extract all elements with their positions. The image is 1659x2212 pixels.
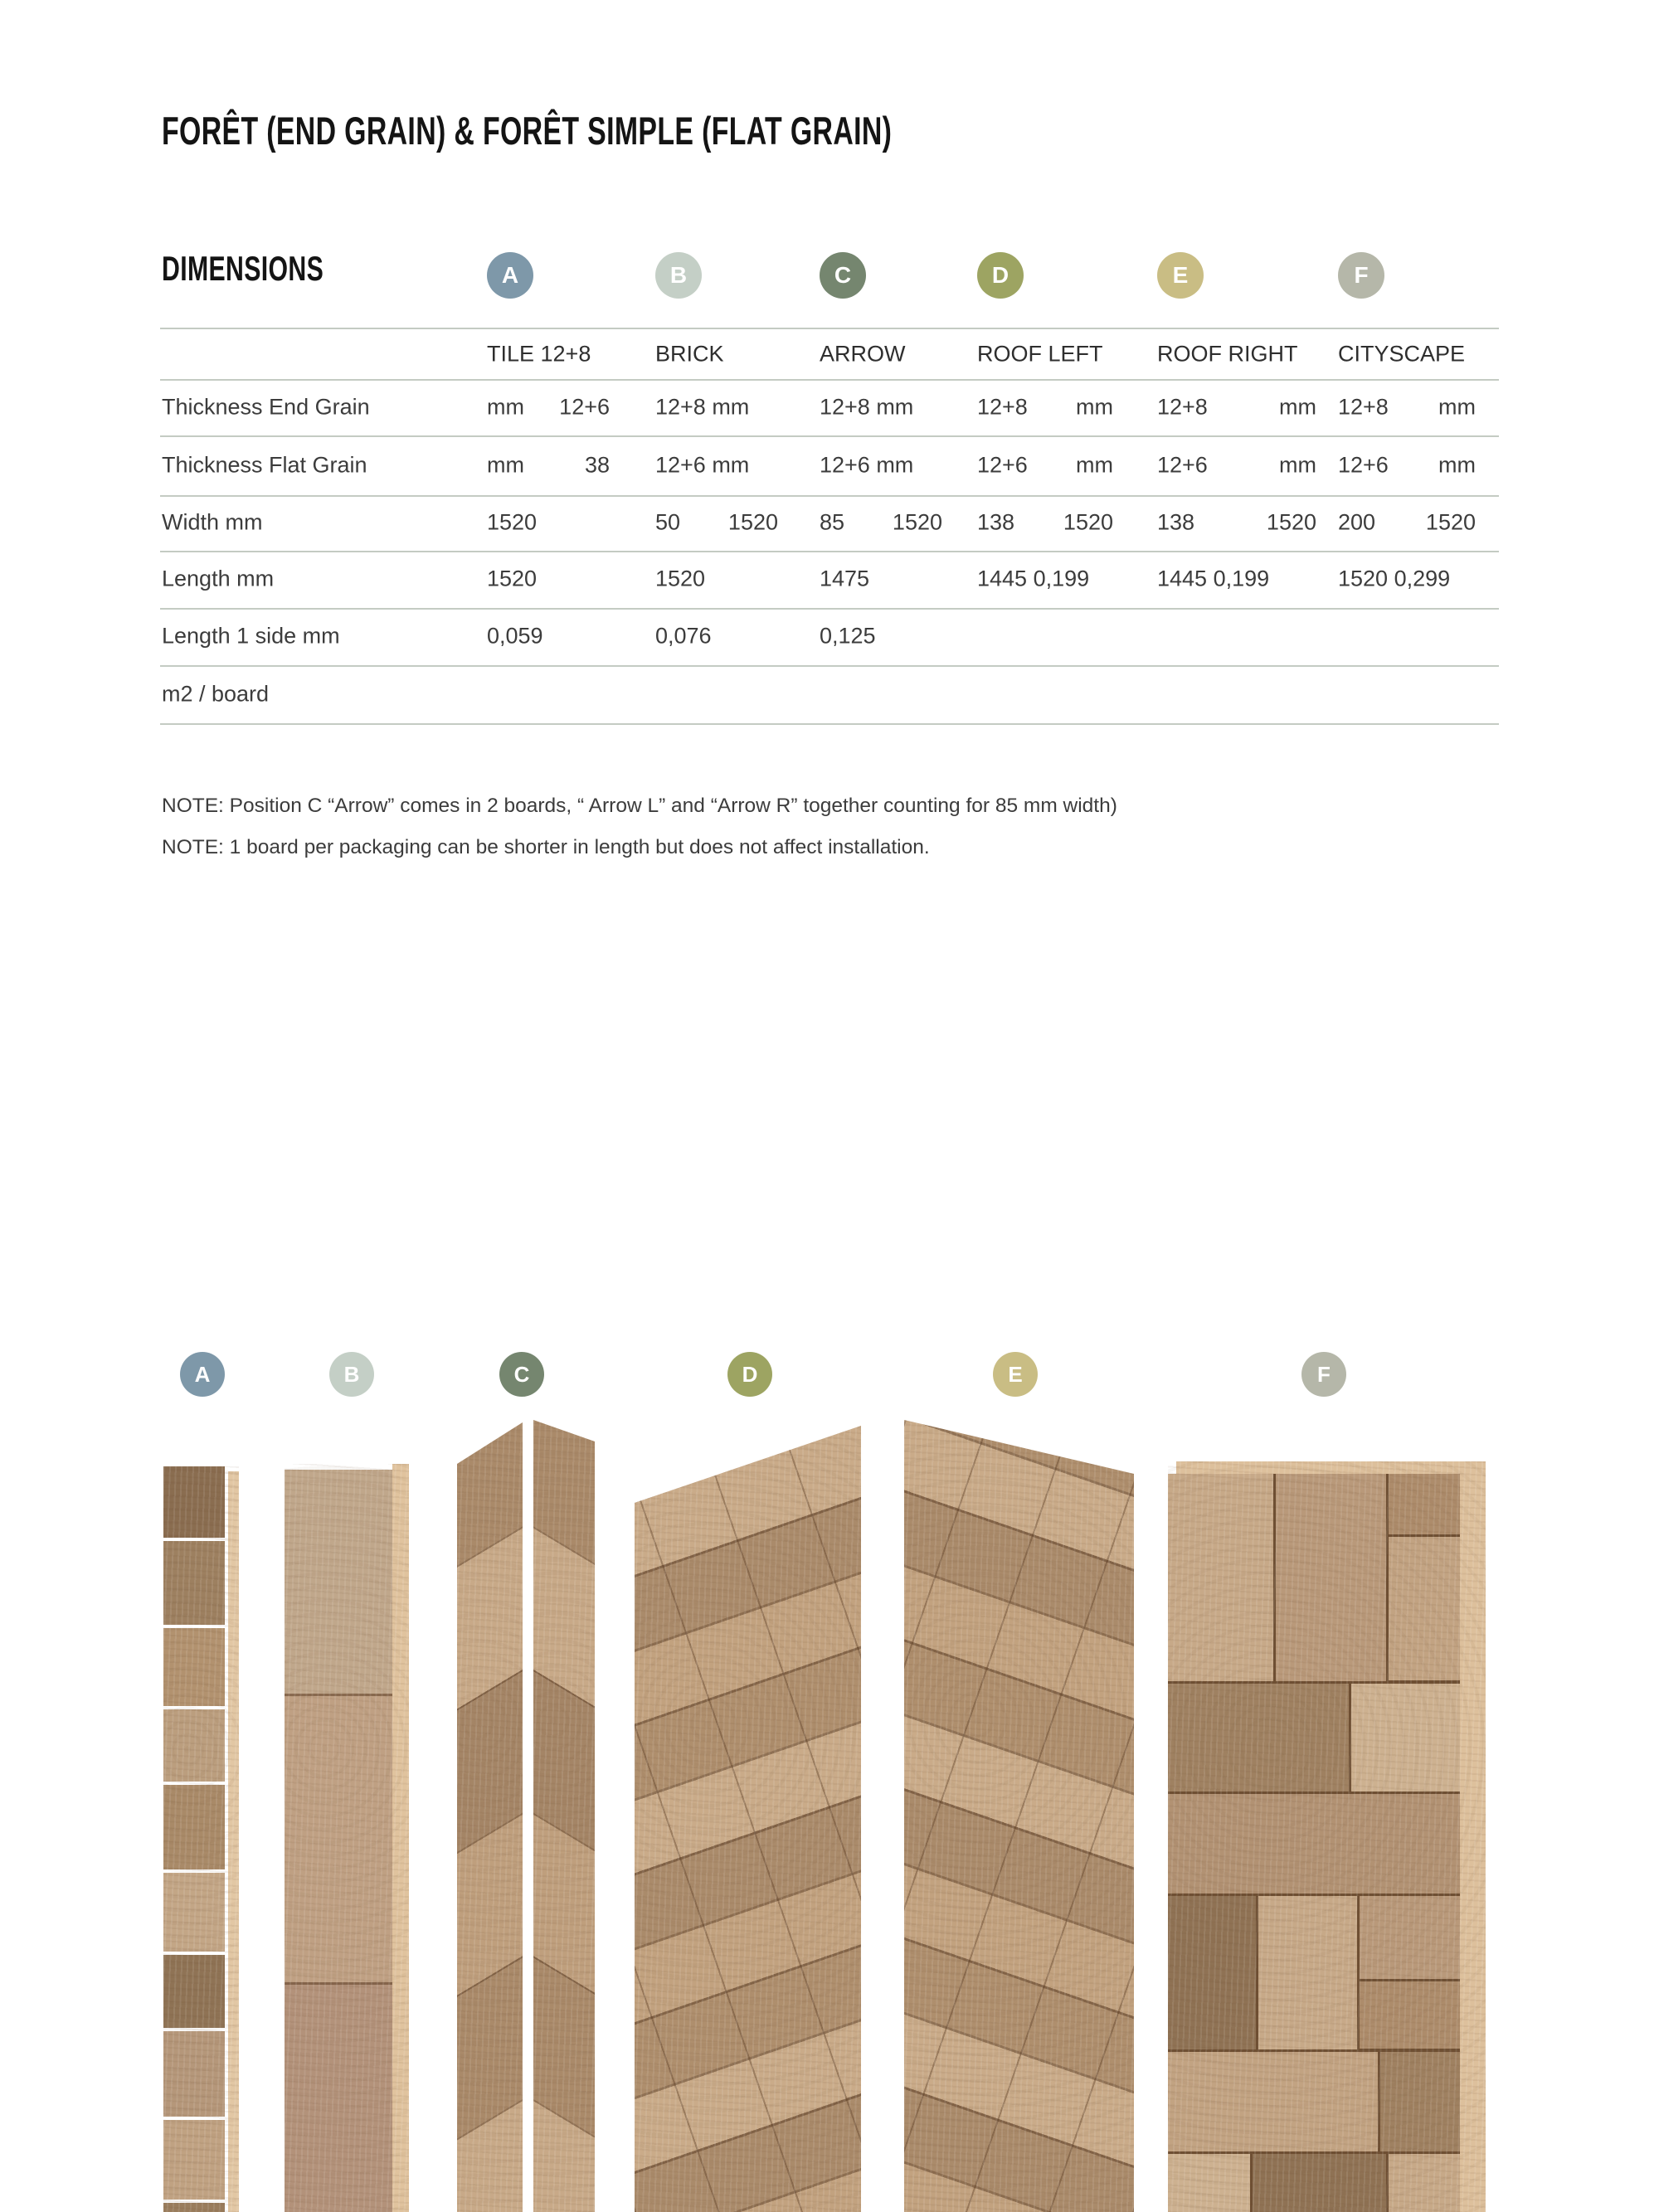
note-packaging: NOTE: 1 board per packaging can be shorter in length but does not affect installation. xyxy=(162,836,930,858)
cell-value: 1445 0,199 xyxy=(1157,566,1270,591)
cell-value: 1520 xyxy=(487,566,538,591)
table-cell xyxy=(655,395,778,421)
mosaic-block xyxy=(1389,1537,1460,1680)
cell-value: 138 xyxy=(977,509,1015,535)
table-cell xyxy=(1157,510,1316,536)
cell-value: 12+8 xyxy=(1338,394,1389,420)
cell-value: mm xyxy=(1279,394,1316,420)
table-cell xyxy=(487,624,610,649)
mosaic-row xyxy=(1168,1684,1460,1791)
row-label: Length mm xyxy=(162,566,275,591)
row-label: Width mm xyxy=(162,509,263,535)
cell-value: 1520 xyxy=(1266,509,1316,535)
table-cell xyxy=(1157,395,1316,421)
cell-value: 12+6 mm xyxy=(655,452,750,478)
table-cell xyxy=(655,566,778,592)
cell-value: 1520 xyxy=(487,509,538,535)
cell-value: mm xyxy=(1438,452,1476,478)
table-cell xyxy=(820,453,942,479)
table-cell xyxy=(1338,395,1476,421)
cell-value: 0,076 xyxy=(655,623,712,649)
brick-segment xyxy=(285,1982,392,2212)
board-a-tile xyxy=(163,1466,239,2212)
brick-segment xyxy=(285,1694,392,1982)
column-header-b: BRICK xyxy=(655,341,724,367)
table-cell xyxy=(655,624,778,649)
column-badge-c: C xyxy=(820,252,866,299)
end-grain-tile xyxy=(163,1709,225,1782)
row-label: Thickness End Grain xyxy=(162,394,370,420)
table-rule xyxy=(160,435,1499,437)
legend-badge-e: E xyxy=(993,1352,1038,1397)
cell-value: 38 xyxy=(584,452,610,478)
cell-value: 1445 0,199 xyxy=(977,566,1090,591)
table-cell xyxy=(977,566,1113,592)
table-rule xyxy=(160,551,1499,552)
mosaic-block xyxy=(1360,1981,1460,2049)
board-surface xyxy=(285,1470,392,2212)
end-grain-tile xyxy=(163,2120,225,2200)
page-title: FORÊT (END GRAIN) & FORÊT SIMPLE (FLAT GRAIN) xyxy=(162,109,893,153)
cell-value: 1520 xyxy=(892,509,942,535)
mosaic-cell xyxy=(1258,1896,1358,2049)
board-f-cityscape xyxy=(1168,1461,1486,2212)
table-cell xyxy=(1338,453,1476,479)
table-cell xyxy=(1338,566,1476,592)
table-rule xyxy=(160,665,1499,667)
board-backing-edge xyxy=(392,1464,409,2212)
legend-badge-a: A xyxy=(180,1352,225,1397)
table-cell xyxy=(820,624,942,649)
cell-value: 1520 xyxy=(1063,509,1113,535)
table-cell xyxy=(820,395,942,421)
cell-value: mm xyxy=(487,394,524,420)
cell-value: 1520 0,299 xyxy=(1338,566,1451,591)
board-e-roof-right xyxy=(904,1420,1134,2212)
mosaic-block xyxy=(1360,1896,1460,1979)
column-header-f: CITYSCAPE xyxy=(1338,341,1466,367)
cell-value: 12+8 xyxy=(1157,394,1208,420)
brick-segment xyxy=(285,1470,392,1694)
mosaic-row xyxy=(1168,1794,1460,1894)
column-header-d: ROOF LEFT xyxy=(977,341,1103,367)
cell-value: 138 xyxy=(1157,509,1195,535)
mosaic-cell xyxy=(1168,1684,1349,1791)
mosaic-row xyxy=(1168,2052,1460,2151)
cell-value: 0,059 xyxy=(487,623,543,649)
wood-grain-overlay xyxy=(533,1420,595,2212)
table-cell xyxy=(487,453,610,479)
end-grain-tile xyxy=(163,1541,225,1625)
cell-value: mm xyxy=(1076,452,1113,478)
column-badge-d: D xyxy=(977,252,1024,299)
cell-value: 12+6 xyxy=(977,452,1028,478)
table-rule xyxy=(160,608,1499,610)
end-grain-tile xyxy=(163,2031,225,2117)
mosaic-cell xyxy=(1168,2154,1250,2212)
mosaic-cell xyxy=(1168,2052,1378,2151)
mosaic-cell xyxy=(1168,1896,1256,2049)
row-label: Thickness Flat Grain xyxy=(162,452,367,478)
board-surface xyxy=(163,1466,225,2212)
mosaic-block xyxy=(1389,1474,1460,1534)
mosaic-cell xyxy=(1360,1896,1460,2049)
mosaic-cell xyxy=(1389,2154,1460,2212)
mosaic-row xyxy=(1168,1474,1460,1681)
cell-value: mm xyxy=(487,452,524,478)
cell-value: 12+8 mm xyxy=(820,394,914,420)
table-cell xyxy=(977,395,1113,421)
table-rule xyxy=(160,495,1499,497)
column-badge-e: E xyxy=(1157,252,1204,299)
cell-value: 12+8 mm xyxy=(655,394,750,420)
wood-grain-overlay xyxy=(457,1422,523,2212)
column-badge-b: B xyxy=(655,252,702,299)
end-grain-tile xyxy=(163,2203,225,2212)
table-rule xyxy=(160,379,1499,381)
column-badge-f: F xyxy=(1338,252,1384,299)
cell-value: 12+6 xyxy=(559,394,610,420)
row-label: Length 1 side mm xyxy=(162,623,340,649)
legend-badge-f: F xyxy=(1301,1352,1346,1397)
end-grain-tile xyxy=(163,1785,225,1869)
column-badge-a: A xyxy=(487,252,533,299)
cell-value: 0,125 xyxy=(820,623,876,649)
table-rule xyxy=(160,328,1499,329)
board-b-brick xyxy=(285,1464,409,2212)
mosaic-row xyxy=(1168,2154,1460,2212)
table-cell xyxy=(820,510,942,536)
end-grain-tile xyxy=(163,1873,225,1952)
row-label: m2 / board xyxy=(162,681,270,707)
table-cell xyxy=(1338,510,1476,536)
note-arrow-boards: NOTE: Position C “Arrow” comes in 2 boards, “ Arrow L” and “Arrow R” together counting for 85 mm width) xyxy=(162,795,1117,817)
cell-value: mm xyxy=(1438,394,1476,420)
end-grain-tile xyxy=(163,1466,225,1538)
table-cell xyxy=(1157,453,1316,479)
cell-value: mm xyxy=(1279,452,1316,478)
column-header-a: TILE 12+8 xyxy=(487,341,591,367)
cell-value: 50 xyxy=(655,509,681,535)
cell-value: 1520 xyxy=(655,566,706,591)
cell-value: 12+6 xyxy=(1157,452,1208,478)
table-cell xyxy=(655,453,778,479)
mosaic-block xyxy=(1168,2154,1250,2212)
end-grain-tile xyxy=(163,1955,225,2028)
table-cell xyxy=(487,566,610,592)
table-cell xyxy=(487,395,610,421)
cell-value: 12+6 xyxy=(1338,452,1389,478)
cell-value: 85 xyxy=(820,509,845,535)
board-d-roof-left xyxy=(635,1426,861,2212)
cell-value: 200 xyxy=(1338,509,1376,535)
cell-value: 1520 xyxy=(727,509,778,535)
board-backing-edge xyxy=(228,1471,239,2212)
mosaic-cell xyxy=(1380,2052,1460,2151)
board-c-arrow-left xyxy=(457,1422,523,2212)
section-title-dimensions: DIMENSIONS xyxy=(162,249,324,288)
legend-badge-d: D xyxy=(727,1352,772,1397)
mosaic-cell xyxy=(1276,1474,1387,1681)
table-cell xyxy=(977,510,1113,536)
table-cell xyxy=(487,510,610,536)
table-cell xyxy=(820,566,942,592)
column-header-e: ROOF RIGHT xyxy=(1157,341,1298,367)
legend-badge-b: B xyxy=(329,1352,374,1397)
wood-grain-overlay xyxy=(635,1426,861,2212)
cell-value: 12+8 xyxy=(977,394,1028,420)
mosaic-cell xyxy=(1351,1684,1460,1791)
table-cell xyxy=(977,453,1113,479)
cell-value: 1475 xyxy=(820,566,870,591)
board-surface xyxy=(1168,1474,1460,2212)
mosaic-cell xyxy=(1168,1474,1273,1681)
mosaic-row xyxy=(1168,1896,1460,2049)
cell-value: 12+6 mm xyxy=(820,452,914,478)
wood-grain-overlay xyxy=(904,1420,1134,2212)
column-header-c: ARROW xyxy=(820,341,906,367)
cell-value: 1520 xyxy=(1425,509,1476,535)
board-c-arrow-right xyxy=(533,1420,595,2212)
table-cell xyxy=(1157,566,1316,592)
mosaic-cell xyxy=(1389,1474,1460,1681)
table-cell xyxy=(655,510,778,536)
end-grain-tile xyxy=(163,1628,225,1706)
mosaic-cell xyxy=(1253,2154,1387,2212)
legend-badge-c: C xyxy=(499,1352,544,1397)
cell-value: mm xyxy=(1076,394,1113,420)
mosaic-cell xyxy=(1168,1794,1460,1894)
table-rule xyxy=(160,723,1499,725)
